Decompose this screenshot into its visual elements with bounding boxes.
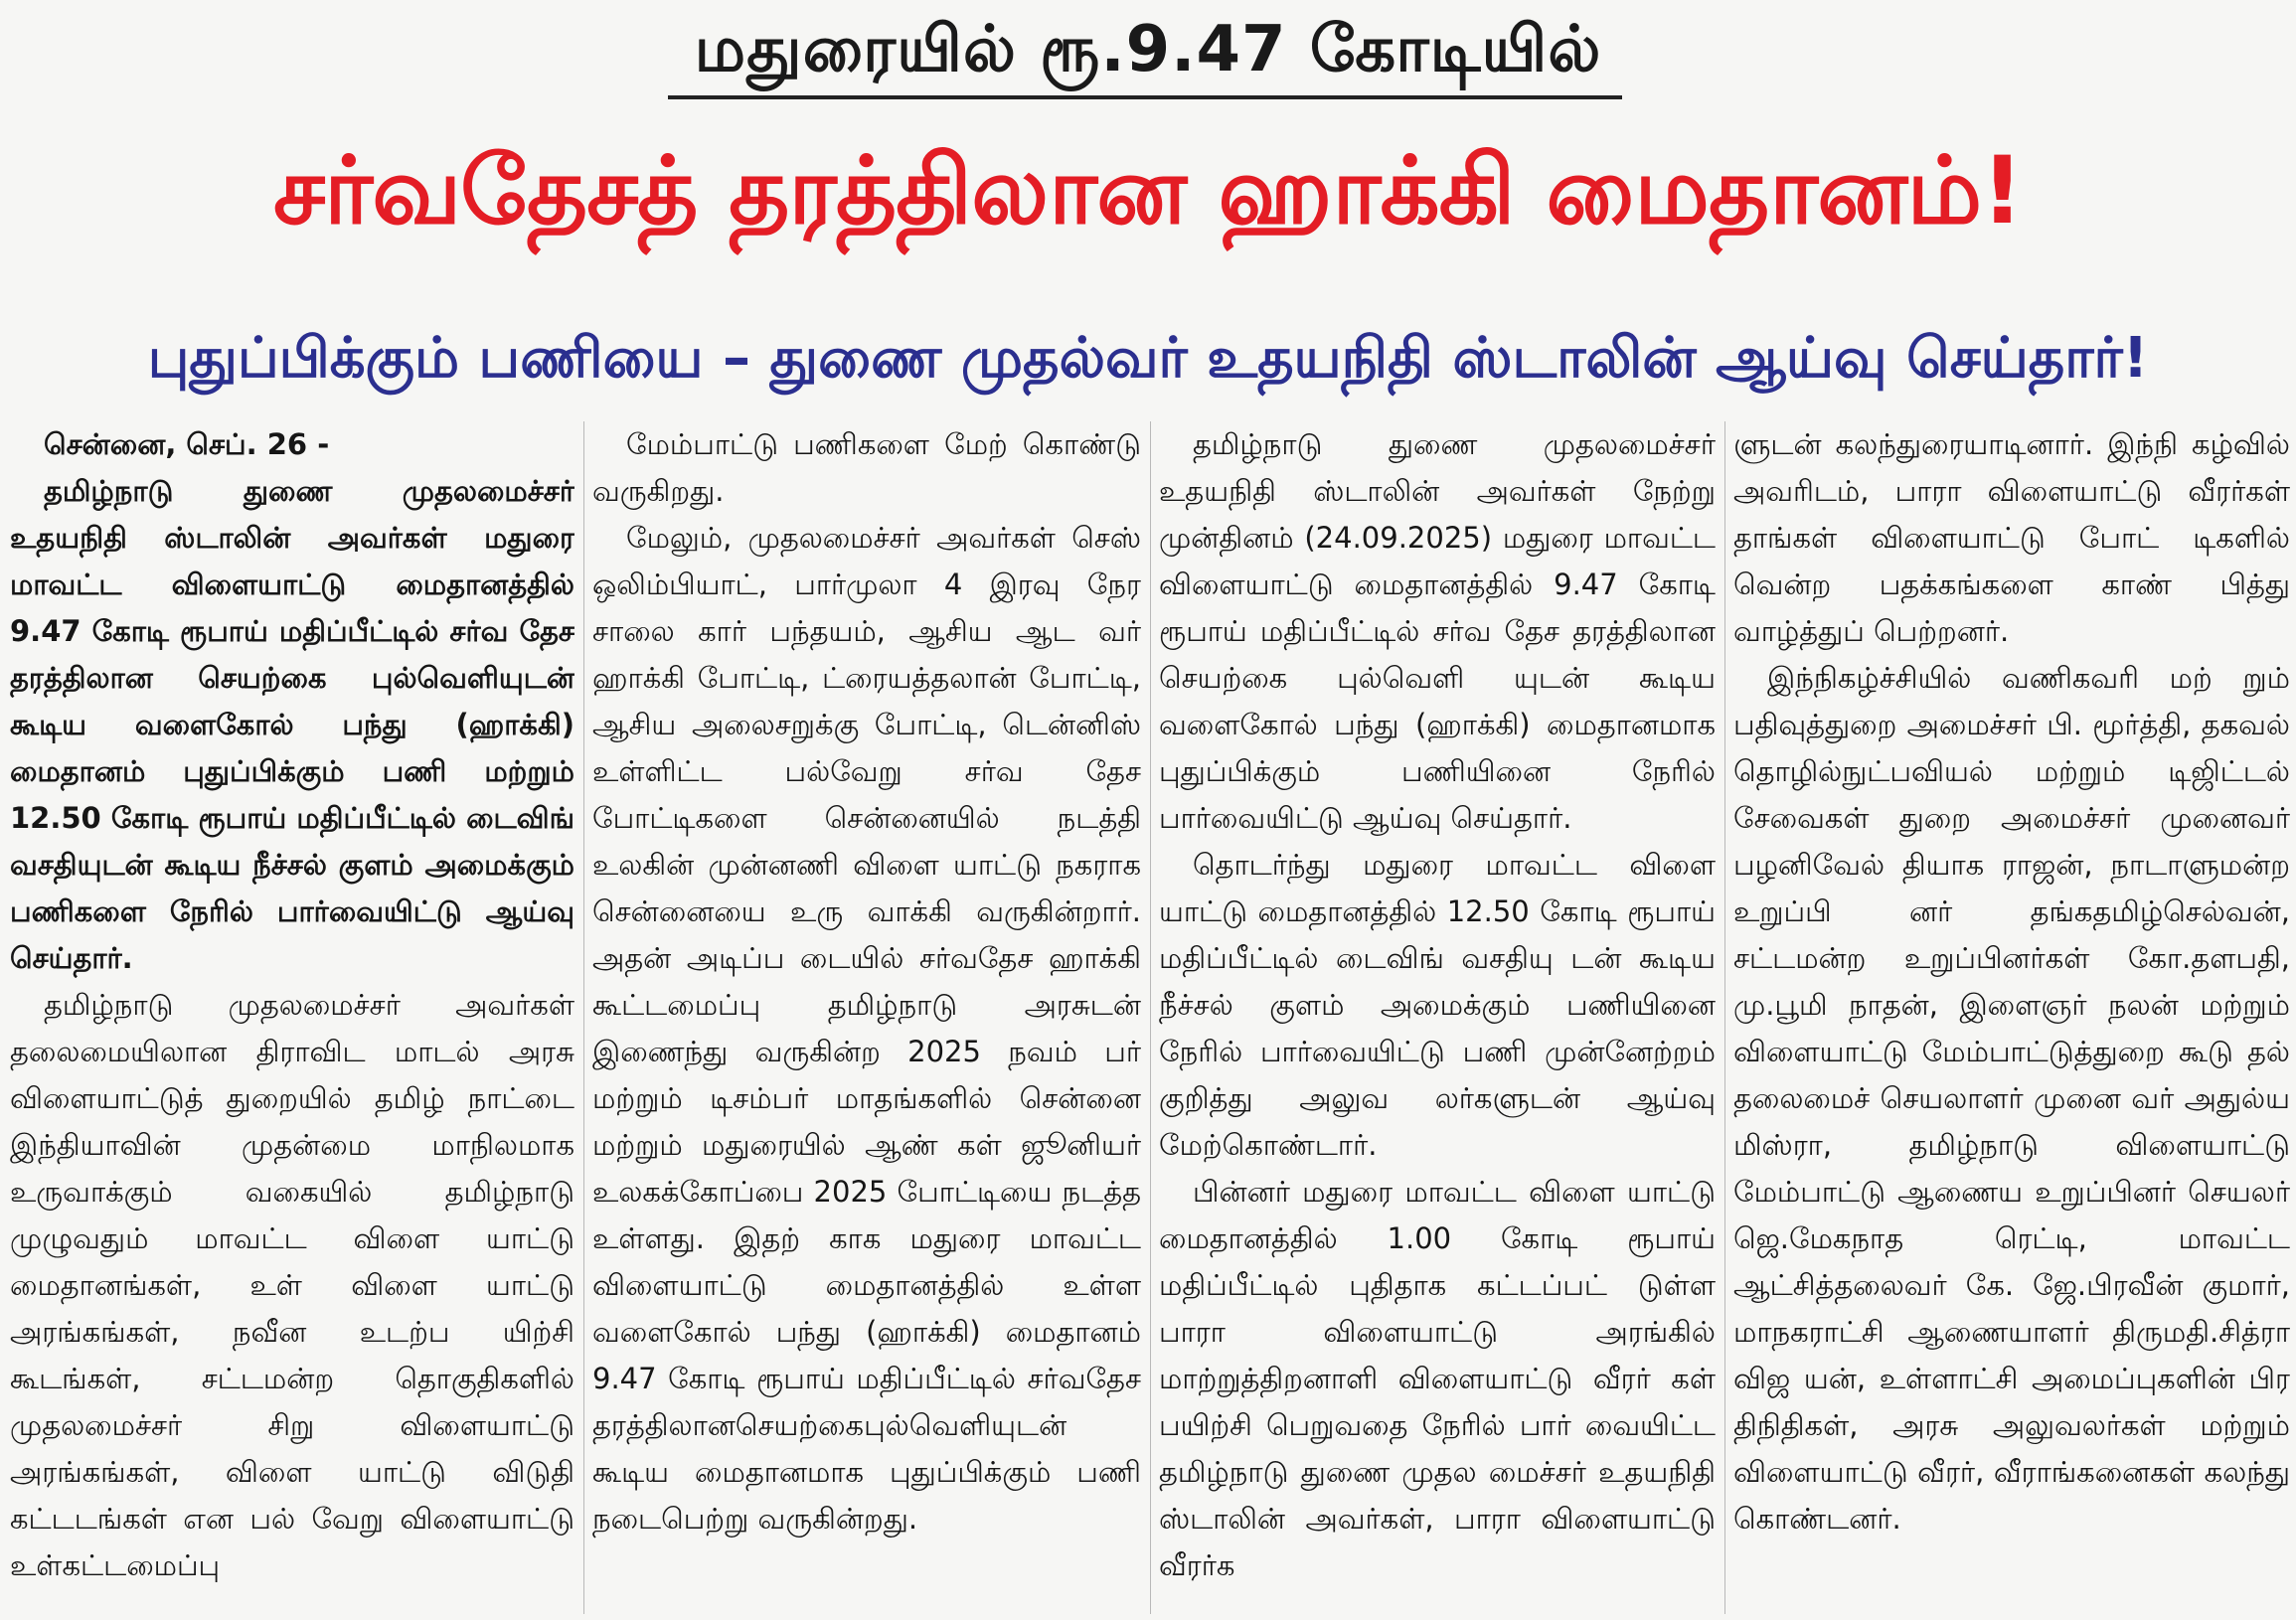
kicker-headline: மதுரையில் ரூ.9.47 கோடியில்	[694, 13, 1602, 86]
kicker-underline	[668, 95, 1622, 99]
paragraph: பின்னர் மதுரை மாவட்ட விளை யாட்டு மைதானத்தில் 1.00 கோடி ரூபாய் மதிப்பீட்டில் புதிதாக கட்டப்பட் டுள்ள பாரா விளையாட்டு அரங்கில் மாற்றுத்திறனாளி விளையாட்டு வீரர் கள் பயிற்சி பெறுவதை நேரில் பார் வையிட்ட தமிழ்நாடு துணை முதல மைச்சர் உதயநிதி ஸ்டாலின் அவர்கள், பாரா விளையாட்டு வீரர்க	[1159, 1175, 1716, 1582]
paragraph: தமிழ்நாடு துணை முதலமைச்சர் உதயநிதி ஸ்டாலின் அவர்கள் நேற்று முன்தினம் (24.09.2025) மதுரை மாவட்ட விளையாட்டு மைதானத்தில் 9.47 கோடி ரூபாய் மதிப்பீட்டில் சர்வ தேச தரத்திலான செயற்கை புல்வெளி யுடன் கூடிய வளைகோல் பந்து (ஹாக்கி) மைதானமாக புதுப்பிக்கும் பணியினை நேரில் பார்வையிட்டு ஆய்வு செய்தார்.	[1159, 427, 1716, 835]
article-column-1	[10, 421, 574, 1620]
column-divider	[1724, 421, 1725, 1614]
paragraph: இந்நிகழ்ச்சியில் வணிகவரி மற் றும் பதிவுத்துறை அமைச்சர் பி. மூர்த்தி, தகவல் தொழில்நுட்பவியல் மற்றும் டிஜிட்டல் சேவைகள் துறை அமைச்சர் முனைவர் பழனிவேல் தியாக ராஜன், நாடாளுமன்ற உறுப்பி னர் தங்கதமிழ்செல்வன், சட்டமன்ற உறுப்பினர்கள் கோ.தளபதி, மு.பூமி நாதன், இளைஞர் நலன் மற்றும் விளையாட்டு மேம்பாட்டுத்துறை கூடு தல் தலைமைச் செயலாளர் முனை வர் அதுல்ய மிஸ்ரா, தமிழ்நாடு விளையாட்டு மேம்பாட்டு ஆணைய உறுப்பினர் செயலர் ஜெ.மேகநாத ரெட்டி, மாவட்ட ஆட்சித்தலைவர் கே. ஜே.பிரவீன் குமார், மாநகராட்சி ஆணையாளர் திருமதி.சித்ரா விஜ யன், உள்ளாட்சி அமைப்புகளின் பிர திநிதிகள், அரசு அலுவலர்கள் மற்றும் விளையாட்டு வீரர், வீராங்கனைகள் கலந்து கொண்டனர்.	[1733, 661, 2290, 1536]
column-divider	[1150, 421, 1151, 1614]
paragraph: தொடர்ந்து மதுரை மாவட்ட விளை யாட்டு மைதானத்தில் 12.50 கோடி ரூபாய் மதிப்பீட்டில் டைவிங் வசதியு டன் கூடிய நீச்சல் குளம் அமைக்கும் பணியினை நேரில் பார்வையிட்டு பணி முன்னேற்றம் குறித்து அலுவ லர்களுடன் ஆய்வு மேற்கொண்டார்.	[1159, 848, 1716, 1162]
main-headline: சர்வதேசத் தரத்திலான ஹாக்கி மைதானம்!	[273, 137, 2023, 245]
lead-paragraph: தமிழ்நாடு துணை முதலமைச்சர் உதயநிதி ஸ்டாலின் அவர்கள் மதுரை மாவட்ட விளையாட்டு மைதானத்தில் 9.47 கோடி ரூபாய் மதிப்பீட்டில் சர்வ தேச தரத்திலான செயற்கை புல்வெளியுடன் கூடிய வளைகோல் பந்து (ஹாக்கி) மைதானம் புதுப்பிக்கும் பணி மற்றும் 12.50 கோடி ரூபாய் மதிப்பீட்டில் டைவிங் வசதியுடன் கூடிய நீச்சல் குளம் அமைக்கும் பணிகளை நேரில் பார்வையிட்டு ஆய்வு செய்தார்.	[10, 474, 574, 975]
column-divider	[583, 421, 584, 1614]
paragraph: மேம்பாட்டு பணிகளை மேற் கொண்டு வருகிறது.	[592, 427, 1141, 508]
paragraph: மேலும், முதலமைச்சர் அவர்கள் செஸ் ஒலிம்பியாட், பார்முலா 4 இரவு நேர சாலை கார் பந்தயம், ஆசிய ஆட வர் ஹாக்கி போட்டி, ட்ரையத்தலான் போட்டி, ஆசிய அலைசறுக்கு போட்டி, டென்னிஸ் உள்ளிட்ட பல்வேறு சர்வ தேச போட்டிகளை சென்னையில் நடத்தி உலகின் முன்னணி விளை யாட்டு நகராக சென்னையை உரு வாக்கி வருகின்றார். அதன் அடிப்ப டையில் சர்வதேச ஹாக்கி கூட்டமைப்பு தமிழ்நாடு அரசுடன் இணைந்து வருகின்ற 2025 நவம் பர் மற்றும் டிசம்பர் மாதங்களில் சென்னை மற்றும் மதுரையில் ஆண் கள் ஜூனியர் உலகக்கோப்பை 2025 போட்டியை நடத்த உள்ளது. இதற் காக மதுரை மாவட்ட விளையாட்டு மைதானத்தில் உள்ள வளைகோல் பந்து (ஹாக்கி) மைதானம் 9.47 கோடி ரூபாய் மதிப்பீட்டில் சர்வதேச தரத்திலானசெயற்கைபுல்வெளியுடன் கூடிய மைதானமாக புதுப்பிக்கும் பணி நடைபெற்று வருகின்றது.	[592, 521, 1141, 1536]
article-column-2	[592, 421, 1141, 1620]
article-column-4	[1733, 421, 2290, 1620]
paragraph: ளுடன் கலந்துரையாடினார். இந்நி கழ்வில் அவரிடம், பாரா விளையாட்டு வீரர்கள் தாங்கள் விளையாட்டு போட் டிகளில் வென்ற பதக்கங்களை காண் பித்து வாழ்த்துப் பெற்றனர்.	[1733, 427, 2290, 648]
sub-headline: புதுப்பிக்கும் பணியை – துணை முதல்வர் உதயநிதி ஸ்டாலின் ஆய்வு செய்தார்!	[147, 326, 2149, 391]
dateline: சென்னை, செப். 26 -	[44, 427, 330, 461]
article-column-3	[1159, 421, 1716, 1620]
paragraph: தமிழ்நாடு முதலமைச்சர் அவர்கள் தலைமையிலான திராவிட மாடல் அரசு விளையாட்டுத் துறையில் தமிழ் நாட்டை இந்தியாவின் முதன்மை மாநிலமாக உருவாக்கும் வகையில் தமிழ்நாடு முழுவதும் மாவட்ட விளை யாட்டு மைதானங்கள், உள் விளை யாட்டு அரங்கங்கள், நவீன உடற்ப யிற்சி கூடங்கள், சட்டமன்ற தொகுதிகளில் முதலமைச்சர் சிறு விளையாட்டு அரங்கங்கள், விளை யாட்டு விடுதி கட்டடங்கள் என பல் வேறு விளையாட்டு உள்கட்டமைப்பு	[10, 988, 574, 1582]
